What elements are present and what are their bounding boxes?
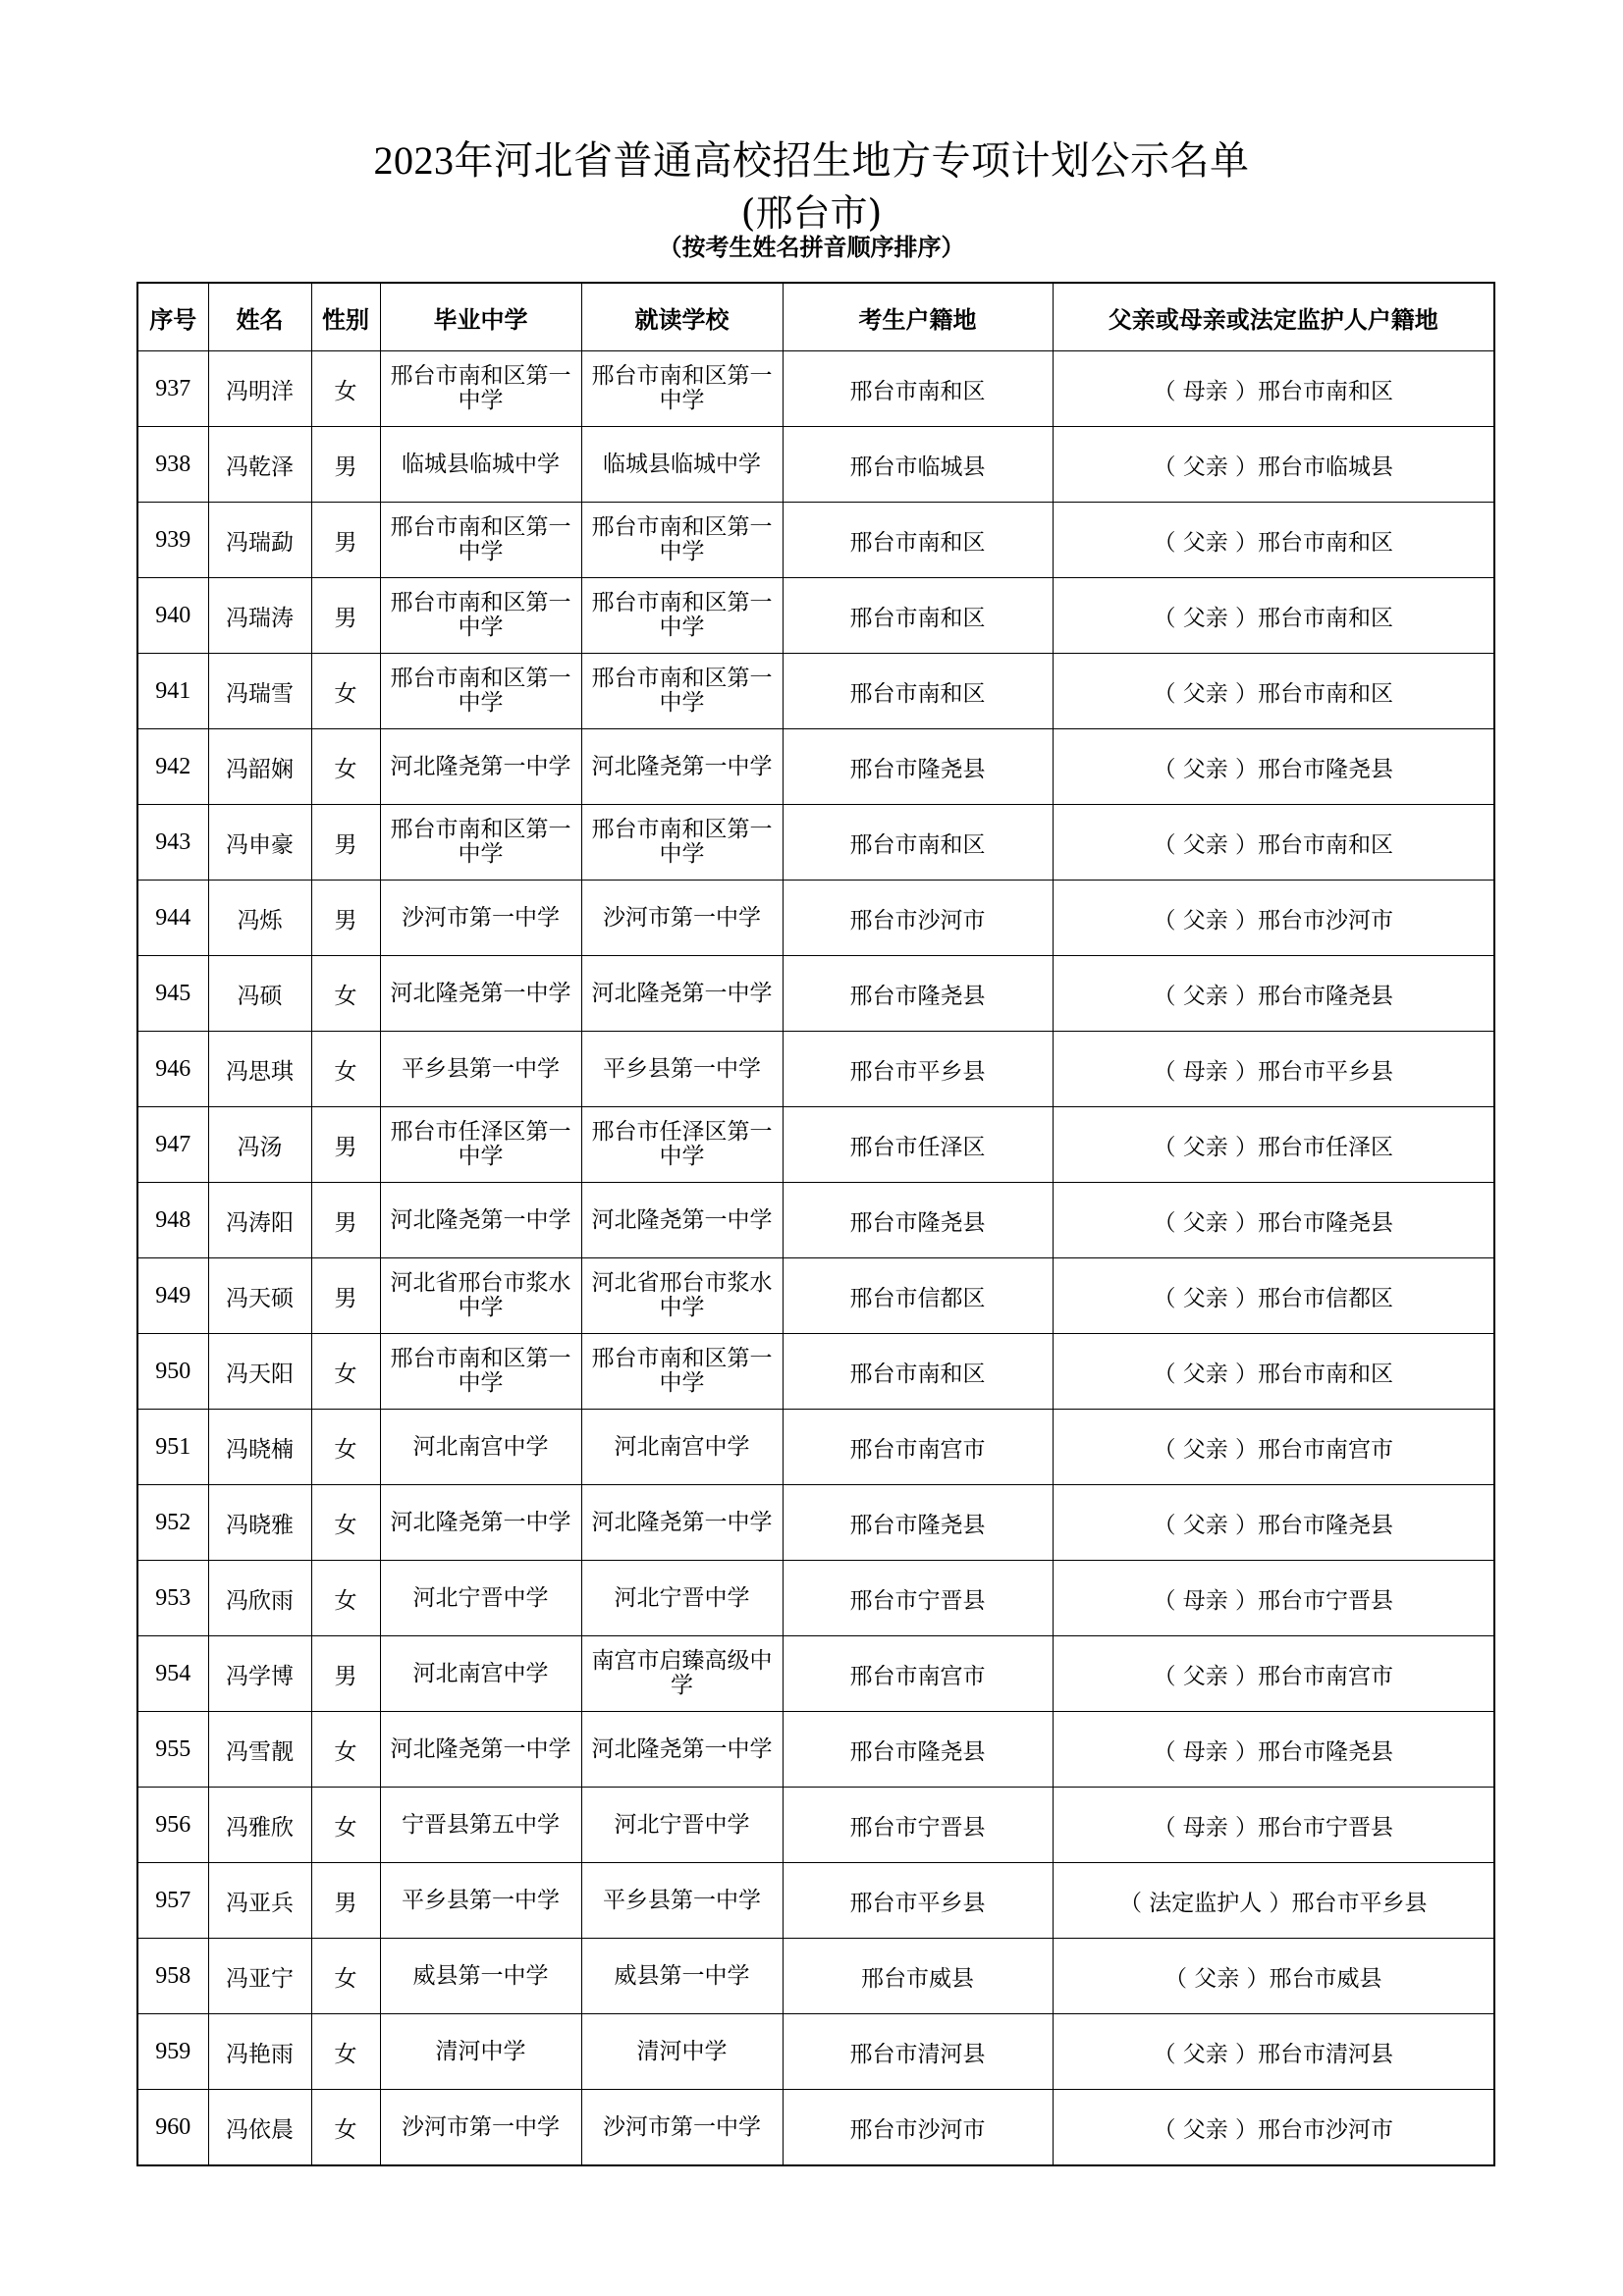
table-row <box>137 729 1494 805</box>
student-hukou-cell: 邢台市南和区 <box>783 351 1053 427</box>
serial-cell: 942 <box>137 729 208 805</box>
name-cell: 冯申豪 <box>208 805 311 881</box>
page-subtitle: (邢台市) <box>740 191 883 235</box>
serial-cell: 958 <box>137 1939 208 2014</box>
guardian-hukou-cell: （ 父亲 ）邢台市南和区 <box>1053 1334 1494 1410</box>
serial-cell: 959 <box>137 2014 208 2090</box>
current-school-cell: 临城县临城中学 <box>581 427 783 503</box>
header-serial: 序号 <box>137 283 208 351</box>
serial-cell: 944 <box>137 881 208 956</box>
guardian-hukou-cell: （ 父亲 ）邢台市隆尧县 <box>1053 729 1494 805</box>
table-row <box>137 881 1494 956</box>
admission-list-table <box>136 282 1495 2166</box>
gender-cell: 男 <box>311 1107 380 1183</box>
table-row <box>137 956 1494 1032</box>
name-cell: 冯亚宁 <box>208 1939 311 2014</box>
guardian-hukou-cell: （ 父亲 ）邢台市南宫市 <box>1053 1410 1494 1485</box>
table-row <box>137 1788 1494 1863</box>
name-cell: 冯依晨 <box>208 2090 311 2166</box>
name-cell: 冯思琪 <box>208 1032 311 1107</box>
guardian-hukou-cell: （ 父亲 ）邢台市南和区 <box>1053 503 1494 578</box>
current-school-cell: 河北宁晋中学 <box>581 1561 783 1636</box>
table-row <box>137 1636 1494 1712</box>
table-row <box>137 1485 1494 1561</box>
gender-cell: 男 <box>311 1258 380 1334</box>
graduate-school-cell: 沙河市第一中学 <box>380 2090 581 2166</box>
guardian-hukou-cell: （ 父亲 ）邢台市临城县 <box>1053 427 1494 503</box>
serial-cell: 948 <box>137 1183 208 1258</box>
guardian-hukou-cell: （ 父亲 ）邢台市隆尧县 <box>1053 956 1494 1032</box>
table-row <box>137 1258 1494 1334</box>
student-hukou-cell: 邢台市信都区 <box>783 1258 1053 1334</box>
current-school-cell: 河北隆尧第一中学 <box>581 1485 783 1561</box>
student-hukou-cell: 邢台市南宫市 <box>783 1636 1053 1712</box>
guardian-hukou-cell: （ 父亲 ）邢台市威县 <box>1053 1939 1494 2014</box>
graduate-school-cell: 威县第一中学 <box>380 1939 581 2014</box>
name-cell: 冯亚兵 <box>208 1863 311 1939</box>
graduate-school-cell: 临城县临城中学 <box>380 427 581 503</box>
guardian-hukou-cell: （ 母亲 ）邢台市宁晋县 <box>1053 1561 1494 1636</box>
gender-cell: 女 <box>311 2090 380 2166</box>
student-hukou-cell: 邢台市南和区 <box>783 578 1053 654</box>
name-cell: 冯学博 <box>208 1636 311 1712</box>
guardian-hukou-cell: （ 父亲 ）邢台市隆尧县 <box>1053 1485 1494 1561</box>
serial-cell: 939 <box>137 503 208 578</box>
student-hukou-cell: 邢台市隆尧县 <box>783 1485 1053 1561</box>
name-cell: 冯明洋 <box>208 351 311 427</box>
student-hukou-cell: 邢台市南和区 <box>783 654 1053 729</box>
student-hukou-cell: 邢台市沙河市 <box>783 2090 1053 2166</box>
name-cell: 冯汤 <box>208 1107 311 1183</box>
student-hukou-cell: 邢台市平乡县 <box>783 1032 1053 1107</box>
current-school-cell: 沙河市第一中学 <box>581 881 783 956</box>
header-guardian-hukou: 父亲或母亲或法定监护人户籍地 <box>1053 283 1494 351</box>
header-graduate-school: 毕业中学 <box>380 283 581 351</box>
guardian-hukou-cell: （ 父亲 ）邢台市南和区 <box>1053 654 1494 729</box>
serial-cell: 949 <box>137 1258 208 1334</box>
graduate-school-cell: 河北南宫中学 <box>380 1636 581 1712</box>
student-hukou-cell: 邢台市任泽区 <box>783 1107 1053 1183</box>
current-school-cell: 邢台市南和区第一中学 <box>581 351 783 427</box>
table-row <box>137 1561 1494 1636</box>
name-cell: 冯天硕 <box>208 1258 311 1334</box>
sort-note: （按考生姓名拼音顺序排序） <box>658 234 965 261</box>
graduate-school-cell: 沙河市第一中学 <box>380 881 581 956</box>
table-row <box>137 1712 1494 1788</box>
name-cell: 冯雪靓 <box>208 1712 311 1788</box>
table-row <box>137 1334 1494 1410</box>
graduate-school-cell: 宁晋县第五中学 <box>380 1788 581 1863</box>
graduate-school-cell: 邢台市南和区第一中学 <box>380 351 581 427</box>
student-hukou-cell: 邢台市南宫市 <box>783 1410 1053 1485</box>
guardian-hukou-cell: （ 法定监护人 ）邢台市平乡县 <box>1053 1863 1494 1939</box>
serial-cell: 950 <box>137 1334 208 1410</box>
name-cell: 冯烁 <box>208 881 311 956</box>
current-school-cell: 河北隆尧第一中学 <box>581 729 783 805</box>
current-school-cell: 邢台市南和区第一中学 <box>581 805 783 881</box>
current-school-cell: 河北南宫中学 <box>581 1410 783 1485</box>
gender-cell: 女 <box>311 1788 380 1863</box>
name-cell: 冯天阳 <box>208 1334 311 1410</box>
gender-cell: 女 <box>311 1410 380 1485</box>
current-school-cell: 威县第一中学 <box>581 1939 783 2014</box>
graduate-school-cell: 邢台市南和区第一中学 <box>380 578 581 654</box>
student-hukou-cell: 邢台市清河县 <box>783 2014 1053 2090</box>
gender-cell: 男 <box>311 578 380 654</box>
guardian-hukou-cell: （ 父亲 ）邢台市南和区 <box>1053 805 1494 881</box>
graduate-school-cell: 清河中学 <box>380 2014 581 2090</box>
serial-cell: 960 <box>137 2090 208 2166</box>
graduate-school-cell: 河北隆尧第一中学 <box>380 1183 581 1258</box>
serial-cell: 954 <box>137 1636 208 1712</box>
guardian-hukou-cell: （ 父亲 ）邢台市隆尧县 <box>1053 1183 1494 1258</box>
serial-cell: 957 <box>137 1863 208 1939</box>
current-school-cell: 清河中学 <box>581 2014 783 2090</box>
table-row <box>137 2090 1494 2166</box>
guardian-hukou-cell: （ 父亲 ）邢台市任泽区 <box>1053 1107 1494 1183</box>
guardian-hukou-cell: （ 母亲 ）邢台市南和区 <box>1053 351 1494 427</box>
serial-cell: 937 <box>137 351 208 427</box>
name-cell: 冯涛阳 <box>208 1183 311 1258</box>
serial-cell: 946 <box>137 1032 208 1107</box>
graduate-school-cell: 河北隆尧第一中学 <box>380 1712 581 1788</box>
guardian-hukou-cell: （ 父亲 ）邢台市沙河市 <box>1053 881 1494 956</box>
name-cell: 冯瑞勐 <box>208 503 311 578</box>
serial-cell: 951 <box>137 1410 208 1485</box>
name-cell: 冯乾泽 <box>208 427 311 503</box>
student-hukou-cell: 邢台市隆尧县 <box>783 1712 1053 1788</box>
table-header-row <box>137 283 1494 351</box>
student-hukou-cell: 邢台市宁晋县 <box>783 1561 1053 1636</box>
student-hukou-cell: 邢台市隆尧县 <box>783 956 1053 1032</box>
gender-cell: 女 <box>311 1561 380 1636</box>
graduate-school-cell: 邢台市南和区第一中学 <box>380 503 581 578</box>
graduate-school-cell: 邢台市南和区第一中学 <box>380 654 581 729</box>
graduate-school-cell: 邢台市任泽区第一中学 <box>380 1107 581 1183</box>
current-school-cell: 邢台市南和区第一中学 <box>581 503 783 578</box>
name-cell: 冯硕 <box>208 956 311 1032</box>
name-cell: 冯艳雨 <box>208 2014 311 2090</box>
gender-cell: 男 <box>311 1183 380 1258</box>
student-hukou-cell: 邢台市沙河市 <box>783 881 1053 956</box>
gender-cell: 男 <box>311 805 380 881</box>
graduate-school-cell: 河北省邢台市浆水中学 <box>380 1258 581 1334</box>
graduate-school-cell: 河北隆尧第一中学 <box>380 729 581 805</box>
student-hukou-cell: 邢台市南和区 <box>783 1334 1053 1410</box>
table-row <box>137 1939 1494 2014</box>
student-hukou-cell: 邢台市南和区 <box>783 503 1053 578</box>
serial-cell: 941 <box>137 654 208 729</box>
gender-cell: 男 <box>311 1636 380 1712</box>
name-cell: 冯欣雨 <box>208 1561 311 1636</box>
serial-cell: 945 <box>137 956 208 1032</box>
header-name: 姓名 <box>208 283 311 351</box>
current-school-cell: 平乡县第一中学 <box>581 1032 783 1107</box>
page-title: 2023年河北省普通高校招生地方专项计划公示名单 <box>373 138 1250 183</box>
guardian-hukou-cell: （ 父亲 ）邢台市信都区 <box>1053 1258 1494 1334</box>
student-hukou-cell: 邢台市威县 <box>783 1939 1053 2014</box>
graduate-school-cell: 平乡县第一中学 <box>380 1032 581 1107</box>
header-gender: 性别 <box>311 283 380 351</box>
gender-cell: 女 <box>311 1334 380 1410</box>
name-cell: 冯雅欣 <box>208 1788 311 1863</box>
table-row <box>137 351 1494 427</box>
table-row <box>137 2014 1494 2090</box>
current-school-cell: 河北宁晋中学 <box>581 1788 783 1863</box>
table-row <box>137 1410 1494 1485</box>
guardian-hukou-cell: （ 母亲 ）邢台市宁晋县 <box>1053 1788 1494 1863</box>
serial-cell: 956 <box>137 1788 208 1863</box>
table-row <box>137 1032 1494 1107</box>
table-row <box>137 1107 1494 1183</box>
serial-cell: 955 <box>137 1712 208 1788</box>
gender-cell: 男 <box>311 427 380 503</box>
guardian-hukou-cell: （ 父亲 ）邢台市南宫市 <box>1053 1636 1494 1712</box>
current-school-cell: 沙河市第一中学 <box>581 2090 783 2166</box>
current-school-cell: 河北省邢台市浆水中学 <box>581 1258 783 1334</box>
student-hukou-cell: 邢台市平乡县 <box>783 1863 1053 1939</box>
graduate-school-cell: 河北隆尧第一中学 <box>380 1485 581 1561</box>
gender-cell: 女 <box>311 1712 380 1788</box>
table-row <box>137 1863 1494 1939</box>
graduate-school-cell: 河北宁晋中学 <box>380 1561 581 1636</box>
current-school-cell: 平乡县第一中学 <box>581 1863 783 1939</box>
table-row <box>137 805 1494 881</box>
current-school-cell: 河北隆尧第一中学 <box>581 1712 783 1788</box>
gender-cell: 女 <box>311 729 380 805</box>
gender-cell: 女 <box>311 654 380 729</box>
table-row <box>137 427 1494 503</box>
current-school-cell: 河北隆尧第一中学 <box>581 1183 783 1258</box>
current-school-cell: 邢台市任泽区第一中学 <box>581 1107 783 1183</box>
table-row <box>137 503 1494 578</box>
gender-cell: 女 <box>311 1032 380 1107</box>
gender-cell: 女 <box>311 351 380 427</box>
current-school-cell: 邢台市南和区第一中学 <box>581 654 783 729</box>
table-row <box>137 578 1494 654</box>
gender-cell: 女 <box>311 2014 380 2090</box>
student-hukou-cell: 邢台市宁晋县 <box>783 1788 1053 1863</box>
header-current-school: 就读学校 <box>581 283 783 351</box>
guardian-hukou-cell: （ 父亲 ）邢台市沙河市 <box>1053 2090 1494 2166</box>
serial-cell: 943 <box>137 805 208 881</box>
serial-cell: 938 <box>137 427 208 503</box>
name-cell: 冯韶娴 <box>208 729 311 805</box>
student-hukou-cell: 邢台市隆尧县 <box>783 1183 1053 1258</box>
name-cell: 冯晓雅 <box>208 1485 311 1561</box>
serial-cell: 947 <box>137 1107 208 1183</box>
guardian-hukou-cell: （ 父亲 ）邢台市清河县 <box>1053 2014 1494 2090</box>
graduate-school-cell: 邢台市南和区第一中学 <box>380 805 581 881</box>
name-cell: 冯晓楠 <box>208 1410 311 1485</box>
name-cell: 冯瑞涛 <box>208 578 311 654</box>
table-row <box>137 654 1494 729</box>
student-hukou-cell: 邢台市临城县 <box>783 427 1053 503</box>
graduate-school-cell: 河北隆尧第一中学 <box>380 956 581 1032</box>
current-school-cell: 南宫市启臻高级中学 <box>581 1636 783 1712</box>
header-student-hukou: 考生户籍地 <box>783 283 1053 351</box>
guardian-hukou-cell: （ 母亲 ）邢台市平乡县 <box>1053 1032 1494 1107</box>
current-school-cell: 河北隆尧第一中学 <box>581 956 783 1032</box>
gender-cell: 男 <box>311 881 380 956</box>
current-school-cell: 邢台市南和区第一中学 <box>581 1334 783 1410</box>
graduate-school-cell: 平乡县第一中学 <box>380 1863 581 1939</box>
graduate-school-cell: 河北南宫中学 <box>380 1410 581 1485</box>
gender-cell: 男 <box>311 503 380 578</box>
gender-cell: 女 <box>311 1939 380 2014</box>
guardian-hukou-cell: （ 母亲 ）邢台市隆尧县 <box>1053 1712 1494 1788</box>
student-hukou-cell: 邢台市隆尧县 <box>783 729 1053 805</box>
gender-cell: 女 <box>311 956 380 1032</box>
serial-cell: 953 <box>137 1561 208 1636</box>
guardian-hukou-cell: （ 父亲 ）邢台市南和区 <box>1053 578 1494 654</box>
gender-cell: 女 <box>311 1485 380 1561</box>
current-school-cell: 邢台市南和区第一中学 <box>581 578 783 654</box>
serial-cell: 940 <box>137 578 208 654</box>
gender-cell: 男 <box>311 1863 380 1939</box>
graduate-school-cell: 邢台市南和区第一中学 <box>380 1334 581 1410</box>
student-hukou-cell: 邢台市南和区 <box>783 805 1053 881</box>
name-cell: 冯瑞雪 <box>208 654 311 729</box>
table-row <box>137 1183 1494 1258</box>
serial-cell: 952 <box>137 1485 208 1561</box>
